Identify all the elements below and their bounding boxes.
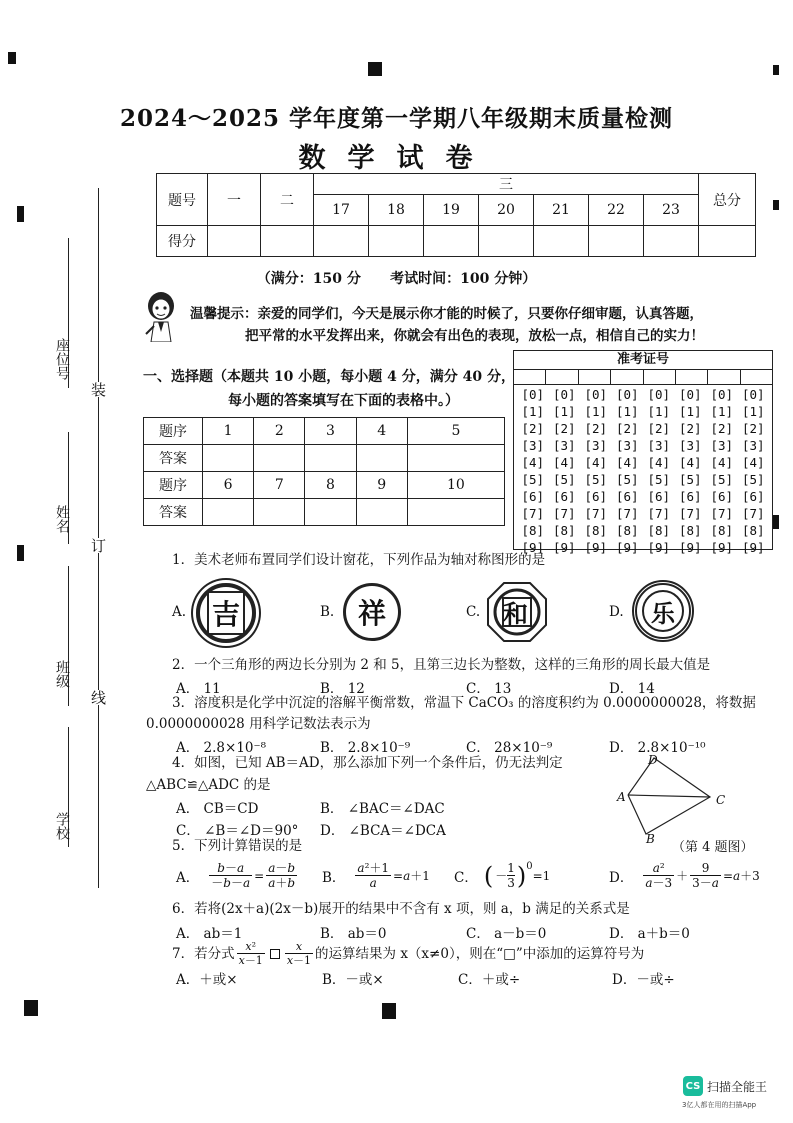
question-5: 5．下列计算错误的是 <box>172 838 303 854</box>
answer-num: 4 <box>356 418 407 445</box>
answer-num: 5 <box>407 418 504 445</box>
admission-digit-bubble[interactable]: [7] <box>710 506 734 521</box>
admission-digit-bubble[interactable]: [5] <box>521 472 545 487</box>
registration-mark <box>8 52 16 64</box>
admission-digit-bubble[interactable]: [0] <box>647 387 671 402</box>
answer-num: 9 <box>356 472 407 499</box>
registration-mark <box>368 62 382 76</box>
q2-option-b[interactable]: B． 12 <box>320 681 365 697</box>
registration-mark <box>17 206 24 222</box>
q1-emblem-d <box>632 580 694 642</box>
binding-xian: 线 <box>89 690 107 705</box>
registration-mark <box>773 65 779 75</box>
q7-option-a[interactable]: A．＋或× <box>176 972 238 988</box>
answer-row-label: 题序 <box>144 472 203 499</box>
admission-digit-bubble[interactable]: [6] <box>615 489 639 504</box>
admission-digit-bubble[interactable]: [4] <box>678 455 702 470</box>
q3-option-a[interactable]: A． 2.8×10⁻⁸ <box>176 740 267 756</box>
admission-digit-bubble[interactable]: [0] <box>521 387 545 402</box>
admission-digit-bubble[interactable]: [5] <box>710 472 734 487</box>
section1-heading-2: 每小题的答案填写在下面的表格中。） <box>228 393 459 409</box>
q4-option-b[interactable]: B． ∠BAC＝∠DAC <box>320 801 445 817</box>
scanner-tagline: 3亿人都在用的扫描App <box>682 1101 757 1109</box>
score-cell[interactable] <box>589 226 644 257</box>
q7-blank-box-icon <box>270 949 280 959</box>
question-7: 7．若分式 $\frac{\text{x²}}{x-1}$ $\frac{x}{x-1}$ 的运算结果为 x（x≠0），则在“□”中添加的运算符号为 <box>172 940 645 967</box>
scanner-logo: CS <box>683 1076 703 1096</box>
admission-digit-bubble[interactable]: [4] <box>647 455 671 470</box>
question-7-prefix: 7．若分式 <box>172 945 235 962</box>
admission-digit-bubble[interactable]: [8] <box>521 523 545 538</box>
q4-quadrilateral-figure <box>610 752 730 842</box>
score-cell[interactable] <box>424 226 479 257</box>
admission-digit-bubble[interactable]: [8] <box>741 523 765 538</box>
q4-point-a: A <box>617 790 626 804</box>
admission-digit-bubble[interactable]: [4] <box>741 455 765 470</box>
score-cell[interactable] <box>314 226 369 257</box>
tip-label: 温馨提示： <box>190 306 258 322</box>
q5-option-c-label: C． <box>454 869 478 886</box>
admission-digit-bubble[interactable]: [9] <box>584 540 608 555</box>
q1-char-a: 吉 <box>207 591 245 635</box>
scanner-app-name: 扫描全能王 <box>707 1079 768 1094</box>
admission-digit-bubble[interactable]: [6] <box>521 489 545 504</box>
q5-option-c[interactable]: C． ( － 1 3 ) $^0$ =1 <box>454 861 551 890</box>
score-info: （满分：150 分 考试时间：100 分钟） <box>256 271 537 287</box>
score-cell[interactable] <box>369 226 424 257</box>
answer-num: 1 <box>203 418 254 445</box>
binding-ding: 订 <box>89 538 107 553</box>
registration-mark <box>382 1003 396 1019</box>
admission-digit-bubble[interactable]: [4] <box>584 455 608 470</box>
tip-text-2: 把平常的水平发挥出来，你就会有出色的表现，放松一点，相信自己的实力！ <box>245 328 704 344</box>
tip-text-1: 亲爱的同学们，今天是展示你才能的时候了，只要你仔细审题，认真答题， <box>257 306 703 322</box>
admission-digit-bubble[interactable]: [7] <box>647 506 671 521</box>
question-4-line2: △ABC≌△ADC 的是 <box>146 777 271 793</box>
question-2: 2．一个三角形的两边长分别为 2 和 5，且第三边长为整数，这样的三角形的周长最大值是 <box>172 657 711 673</box>
admission-digit-bubble[interactable]: [3] <box>710 438 734 453</box>
binding-zhuang: 装 <box>89 382 107 397</box>
answer-cell[interactable] <box>356 499 407 526</box>
admission-digit-bubble[interactable]: [9] <box>710 540 734 555</box>
answer-label: 答案 <box>144 499 203 526</box>
q1-option-d[interactable]: D. <box>609 604 624 620</box>
score-cell[interactable] <box>644 226 699 257</box>
exam-title: 2024～2025 学年度第一学期八年级期末质量检测 <box>119 105 674 132</box>
answer-num: 6 <box>203 472 254 499</box>
admission-digit-bubble[interactable]: [5] <box>678 472 702 487</box>
q7-option-d[interactable]: D．－或÷ <box>612 972 675 988</box>
score-cell[interactable] <box>208 226 261 257</box>
registration-mark <box>773 200 779 210</box>
admission-digit-bubble[interactable]: [2] <box>647 421 671 436</box>
section1-heading: 一、选择题（本题共 10 小题，每小题 4 分，满分 40 分， <box>143 369 515 385</box>
admission-digit-bubble[interactable]: [3] <box>678 438 702 453</box>
admission-digit-bubble[interactable]: [3] <box>647 438 671 453</box>
admission-digit-bubble[interactable]: [3] <box>741 438 765 453</box>
admission-digit-bubble[interactable]: [8] <box>678 523 702 538</box>
admission-digit-bubble[interactable]: [2] <box>678 421 702 436</box>
admission-digit-bubble[interactable]: [4] <box>615 455 639 470</box>
admission-digit-bubble[interactable]: [2] <box>710 421 734 436</box>
q1-option-a[interactable]: A. <box>172 604 187 620</box>
q5-option-a[interactable]: A． $\frac{b-a}{-b-a}$ = $\frac{a-b}{a+b}$ <box>176 861 296 890</box>
admission-digit-bubble[interactable]: [1] <box>615 404 639 419</box>
admission-digit-bubble[interactable]: [5] <box>647 472 671 487</box>
score-sub-col: 19 <box>424 195 479 226</box>
admission-digit-grid[interactable] <box>514 385 772 557</box>
admission-digit-bubble[interactable]: [1] <box>647 404 671 419</box>
answer-cell[interactable] <box>407 499 504 526</box>
q5-option-d-label: D． <box>609 869 634 886</box>
admission-digit-bubble[interactable]: [2] <box>521 421 545 436</box>
q3-option-c[interactable]: C． 28×10⁻⁹ <box>466 740 553 756</box>
admission-digit-bubble[interactable]: [6] <box>552 489 576 504</box>
admission-digit-bubble[interactable]: [1] <box>552 404 576 419</box>
registration-mark <box>24 1000 38 1016</box>
exam-subtitle: 数学试卷 <box>298 143 495 174</box>
q4-point-c: C <box>716 793 726 807</box>
answer-cell[interactable] <box>305 499 356 526</box>
admission-digit-bubble[interactable]: [7] <box>584 506 608 521</box>
q1-emblem-a <box>196 583 256 643</box>
q4-point-d: D <box>648 753 658 767</box>
admission-digit-bubble[interactable]: [7] <box>678 506 702 521</box>
answer-cell[interactable] <box>305 445 356 472</box>
admission-digit-bubble[interactable]: [3] <box>552 438 576 453</box>
admission-digit-bubble[interactable]: [8] <box>552 523 576 538</box>
question-1: 1．美术老师布置同学们设计窗花，下列作品为轴对称图形的是 <box>172 552 546 568</box>
admission-digit-bubble[interactable]: [2] <box>584 421 608 436</box>
answer-num: 3 <box>305 418 356 445</box>
q1-char-d: 乐 <box>642 590 684 632</box>
score-sub-col: 18 <box>369 195 424 226</box>
answer-cell[interactable] <box>203 499 254 526</box>
admission-digit-bubble[interactable]: [4] <box>521 455 545 470</box>
q1-option-b[interactable]: B. <box>320 604 335 620</box>
admission-digit-bubble[interactable]: [5] <box>741 472 765 487</box>
admission-digit-bubble[interactable]: [9] <box>741 540 765 555</box>
admission-digit-bubble[interactable]: [7] <box>552 506 576 521</box>
q3-option-b[interactable]: B． 2.8×10⁻⁹ <box>320 740 411 756</box>
admission-digit-bubble[interactable]: [6] <box>584 489 608 504</box>
question-3-line1: 3．溶度积是化学中沉淀的溶解平衡常数，常温下 CaCO₃ 的溶度积约为 0.0000000028，将数据 <box>172 695 756 711</box>
q5-option-d[interactable]: D． $\frac{\text{a²}}{a-3}$ ＋ $\frac{9}{3-a}$ =a＋3 <box>609 861 760 890</box>
admission-digit-bubble[interactable]: [2] <box>615 421 639 436</box>
q1-option-c[interactable]: C. <box>466 604 481 620</box>
score-sub-col: 20 <box>479 195 534 226</box>
q5-option-a-label: A． <box>176 869 200 886</box>
seat-label: 座位号 <box>54 338 70 380</box>
score-col-2: 二 <box>261 174 314 226</box>
score-sub-col: 21 <box>534 195 589 226</box>
admission-digit-bubble[interactable]: [6] <box>647 489 671 504</box>
registration-mark <box>17 545 24 561</box>
admission-digit-bubble[interactable]: [7] <box>615 506 639 521</box>
score-total: 总分 <box>699 174 756 226</box>
tip-line1 <box>190 302 703 322</box>
q4-option-c[interactable]: C． ∠B＝∠D＝90° <box>176 823 299 839</box>
admission-digit-bubble[interactable]: [0] <box>741 387 765 402</box>
q5-option-b-label: B． <box>322 869 346 886</box>
admission-box <box>513 350 773 555</box>
admission-title: 准考证号 <box>514 351 772 370</box>
q4-figure-caption: （第 4 题图） <box>672 840 754 855</box>
question-3-line2: 0.0000000028 用科学记数法表示为 <box>146 716 371 732</box>
name-label: 姓名 <box>54 505 70 533</box>
registration-mark <box>773 515 779 529</box>
admission-digit-bubble[interactable]: [9] <box>552 540 576 555</box>
admission-digit-bubble[interactable]: [0] <box>552 387 576 402</box>
q6-option-b[interactable]: B． ab＝0 <box>320 926 387 942</box>
admission-digit-bubble[interactable]: [1] <box>521 404 545 419</box>
admission-digit-bubble[interactable]: [0] <box>678 387 702 402</box>
admission-digit-bubble[interactable]: [5] <box>584 472 608 487</box>
admission-digit-bubble[interactable]: [7] <box>741 506 765 521</box>
admission-digit-bubble[interactable]: [8] <box>647 523 671 538</box>
admission-digit-bubble[interactable]: [1] <box>741 404 765 419</box>
answer-cell[interactable] <box>407 445 504 472</box>
q6-option-c[interactable]: C． a－b＝0 <box>466 926 547 942</box>
q6-option-a[interactable]: A． ab＝1 <box>176 926 243 942</box>
answer-cell[interactable] <box>254 499 305 526</box>
score-sub-col: 23 <box>644 195 699 226</box>
question-6: 6．若将(2x＋a)(2x－b)展开的结果中不含有 x 项，则 a，b 满足的关系式是 <box>172 901 630 917</box>
admission-digit-bubble[interactable]: [3] <box>584 438 608 453</box>
admission-digit-bubble[interactable]: [9] <box>521 540 545 555</box>
score-row-label: 题号 <box>157 174 208 226</box>
admission-digit-bubble[interactable]: [3] <box>615 438 639 453</box>
q4-point-b: B <box>646 832 655 846</box>
q3-option-d[interactable]: D． 2.8×10⁻¹⁰ <box>609 740 706 756</box>
class-label: 班级 <box>54 660 70 688</box>
admission-blank-row[interactable] <box>514 370 772 385</box>
score-sub-col: 22 <box>589 195 644 226</box>
admission-digit-bubble[interactable]: [9] <box>615 540 639 555</box>
q1-emblem-b <box>343 583 401 641</box>
admission-digit-bubble[interactable]: [0] <box>710 387 734 402</box>
score-group-3: 三 <box>314 174 699 195</box>
q2-option-d[interactable]: D． 14 <box>609 681 655 697</box>
score-cell[interactable] <box>534 226 589 257</box>
q2-option-a[interactable]: A． 11 <box>176 681 221 697</box>
admission-digit-bubble[interactable]: [0] <box>584 387 608 402</box>
admission-digit-bubble[interactable]: [1] <box>584 404 608 419</box>
admission-digit-bubble[interactable]: [5] <box>615 472 639 487</box>
q7-option-c[interactable]: C．＋或÷ <box>458 972 521 988</box>
answer-cell[interactable] <box>356 445 407 472</box>
q1-char-c: 和 <box>503 600 529 629</box>
answer-num: 7 <box>254 472 305 499</box>
score-table <box>156 173 756 257</box>
admission-digit-bubble[interactable]: [6] <box>678 489 702 504</box>
scanner-watermark <box>683 1076 767 1096</box>
answer-num: 8 <box>305 472 356 499</box>
q4-option-d[interactable]: D． ∠BCA＝∠DCA <box>320 823 446 839</box>
q2-option-c[interactable]: C． 13 <box>466 681 512 697</box>
admission-digit-bubble[interactable]: [1] <box>678 404 702 419</box>
score-row-label: 得分 <box>157 226 208 257</box>
admission-digit-bubble[interactable]: [6] <box>741 489 765 504</box>
answer-cell[interactable] <box>203 445 254 472</box>
admission-digit-bubble[interactable]: [8] <box>584 523 608 538</box>
admission-digit-bubble[interactable]: [9] <box>678 540 702 555</box>
q6-option-d[interactable]: D． a＋b＝0 <box>609 926 690 942</box>
admission-digit-bubble[interactable]: [1] <box>710 404 734 419</box>
answer-row-label: 题序 <box>144 418 203 445</box>
score-sub-col: 17 <box>314 195 369 226</box>
answer-cell[interactable] <box>254 445 305 472</box>
q7-option-b[interactable]: B．－或× <box>322 972 384 988</box>
teacher-cartoon-icon <box>138 290 184 342</box>
school-label: 学校 <box>54 812 70 840</box>
answer-num: 10 <box>407 472 504 499</box>
answer-num: 2 <box>254 418 305 445</box>
score-cell[interactable] <box>261 226 314 257</box>
score-cell[interactable] <box>699 226 756 257</box>
q4-option-a[interactable]: A． CB＝CD <box>176 801 259 817</box>
q1-char-b: 祥 <box>357 597 386 630</box>
admission-digit-bubble[interactable]: [3] <box>521 438 545 453</box>
q5-option-b[interactable]: B． $\frac{\text{a²＋1}}{a}$ =a＋1 <box>322 861 430 890</box>
admission-digit-bubble[interactable]: [0] <box>615 387 639 402</box>
admission-digit-bubble[interactable]: [7] <box>521 506 545 521</box>
question-4-line1: 4．如图，已知 AB＝AD，那么添加下列一个条件后，仍无法判定 <box>172 755 563 771</box>
admission-digit-bubble[interactable]: [5] <box>552 472 576 487</box>
answer-label: 答案 <box>144 445 203 472</box>
admission-digit-bubble[interactable]: [2] <box>552 421 576 436</box>
admission-digit-bubble[interactable]: [9] <box>647 540 671 555</box>
admission-digit-bubble[interactable]: [8] <box>710 523 734 538</box>
admission-digit-bubble[interactable]: [4] <box>710 455 734 470</box>
admission-digit-bubble[interactable]: [8] <box>615 523 639 538</box>
admission-digit-bubble[interactable]: [4] <box>552 455 576 470</box>
score-cell[interactable] <box>479 226 534 257</box>
admission-digit-bubble[interactable]: [2] <box>741 421 765 436</box>
question-7-suffix: 的运算结果为 x（x≠0），则在“□”中添加的运算符号为 <box>315 945 645 962</box>
admission-digit-bubble[interactable]: [6] <box>710 489 734 504</box>
score-col-1: 一 <box>208 174 261 226</box>
answer-table <box>143 417 505 526</box>
